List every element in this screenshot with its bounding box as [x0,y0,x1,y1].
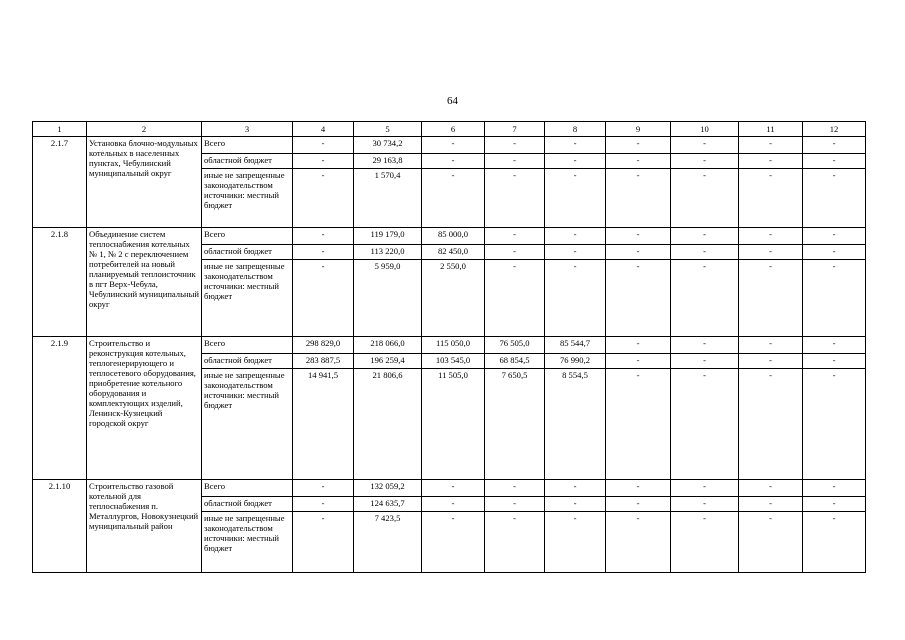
value-cell: 29 163,8 [354,154,422,169]
funding-source: иные не запрещенные законодательством источники: местный бюджет [202,260,293,337]
item-name: Строительство газовой котельной для теплоснабжения п. Металлургов, Новокузнецкий муниципальный район [87,480,202,573]
value-cell: - [293,512,354,573]
value-cell: - [739,228,803,245]
value-cell: - [545,245,606,260]
value-cell: - [739,260,803,337]
column-header: 12 [803,122,866,137]
value-cell: - [422,154,485,169]
value-cell: 76 505,0 [485,337,545,354]
value-cell: - [803,260,866,337]
value-cell: - [293,245,354,260]
item-name: Строительство и реконструкция котельных, теплогенерирующего и теплосетевого оборудования, приобретение котельного оборудования и комплектующих изделий, Ленинск-Кузнецкий городской округ [87,337,202,480]
value-cell: 124 635,7 [354,497,422,512]
value-cell: 2 550,0 [422,260,485,337]
table-body [33,137,866,573]
budget-table [32,121,866,573]
value-cell: - [545,260,606,337]
value-cell: - [545,154,606,169]
value-cell: - [671,369,739,480]
value-cell: 7 423,5 [354,512,422,573]
value-cell: 298 829,0 [293,337,354,354]
value-cell: 103 545,0 [422,354,485,369]
value-cell: - [671,512,739,573]
funding-source: областной бюджет [202,354,293,369]
value-cell: - [422,512,485,573]
value-cell: - [485,245,545,260]
value-cell: - [606,512,671,573]
page-number: 64 [447,95,458,107]
value-cell: - [485,480,545,497]
value-cell: - [671,137,739,154]
value-cell: - [545,480,606,497]
column-header: 3 [202,122,293,137]
value-cell: - [545,497,606,512]
value-cell: - [485,512,545,573]
value-cell: - [606,169,671,228]
value-cell: - [803,354,866,369]
value-cell: - [422,480,485,497]
value-cell: - [606,369,671,480]
value-cell: 113 220,0 [354,245,422,260]
value-cell: 132 059,2 [354,480,422,497]
column-header: 1 [33,122,87,137]
value-cell: 8 554,5 [545,369,606,480]
value-cell: 7 650,5 [485,369,545,480]
value-cell: 115 050,0 [422,337,485,354]
value-cell: 218 066,0 [354,337,422,354]
value-cell: - [485,260,545,337]
funding-source: Всего [202,228,293,245]
value-cell: - [671,228,739,245]
value-cell: 283 887,5 [293,354,354,369]
value-cell: - [803,512,866,573]
value-cell: - [803,169,866,228]
value-cell: - [606,154,671,169]
item-name: Объединение систем теплоснабжения котельных № 1, № 2 с переключением потребителей на новый планируемый теплоисточник в пгт Верх-Чебула, Чебулинский муниципальный округ [87,228,202,337]
funding-source: Всего [202,137,293,154]
column-header: 2 [87,122,202,137]
value-cell: - [739,354,803,369]
item-code: 2.1.9 [33,337,87,480]
value-cell: - [485,228,545,245]
value-cell: - [803,497,866,512]
value-cell: - [485,497,545,512]
value-cell: - [803,337,866,354]
value-cell: - [606,137,671,154]
value-cell: - [671,245,739,260]
funding-source: иные не запрещенные законодательством источники: местный бюджет [202,169,293,228]
value-cell: 21 806,6 [354,369,422,480]
value-cell: - [803,154,866,169]
value-cell: - [422,137,485,154]
value-cell: - [293,154,354,169]
value-cell: - [739,497,803,512]
value-cell: - [671,154,739,169]
item-code: 2.1.10 [33,480,87,573]
value-cell: - [606,228,671,245]
value-cell: - [739,169,803,228]
value-cell: - [545,137,606,154]
value-cell: - [606,480,671,497]
value-cell: - [739,137,803,154]
column-header: 9 [606,122,671,137]
value-cell: 68 854,5 [485,354,545,369]
value-cell: - [293,137,354,154]
funding-source: областной бюджет [202,154,293,169]
value-cell: 5 959,0 [354,260,422,337]
column-header: 8 [545,122,606,137]
value-cell: - [803,245,866,260]
item-code: 2.1.7 [33,137,87,228]
value-cell: - [671,337,739,354]
column-header: 11 [739,122,803,137]
value-cell: - [545,512,606,573]
value-cell: - [293,480,354,497]
value-cell: 85 000,0 [422,228,485,245]
funding-source: иные не запрещенные законодательством источники: местный бюджет [202,512,293,573]
value-cell: - [545,169,606,228]
value-cell: - [485,169,545,228]
value-cell: 30 734,2 [354,137,422,154]
value-cell: - [803,228,866,245]
value-cell: - [671,497,739,512]
table-row [33,137,866,154]
value-cell: - [739,369,803,480]
value-cell: 196 259,4 [354,354,422,369]
value-cell: - [606,260,671,337]
value-cell: - [803,369,866,480]
funding-source: иные не запрещенные законодательством источники: местный бюджет [202,369,293,480]
funding-source: Всего [202,480,293,497]
value-cell: - [739,154,803,169]
value-cell: - [485,154,545,169]
item-code: 2.1.8 [33,228,87,337]
header-row [33,122,866,137]
value-cell: - [739,245,803,260]
funding-source: областной бюджет [202,245,293,260]
value-cell: - [739,480,803,497]
column-header: 6 [422,122,485,137]
value-cell: - [293,228,354,245]
value-cell: - [671,169,739,228]
value-cell: - [803,137,866,154]
value-cell: - [422,169,485,228]
column-header: 7 [485,122,545,137]
value-cell: - [485,137,545,154]
value-cell: 85 544,7 [545,337,606,354]
value-cell: - [606,354,671,369]
value-cell: - [606,337,671,354]
value-cell: - [739,512,803,573]
value-cell: - [422,497,485,512]
value-cell: - [293,497,354,512]
value-cell: - [293,169,354,228]
column-header: 10 [671,122,739,137]
value-cell: 76 990,2 [545,354,606,369]
value-cell: - [803,480,866,497]
table-row [33,228,866,245]
table-row [33,337,866,354]
value-cell: - [606,497,671,512]
value-cell: - [671,260,739,337]
item-name: Установка блочно-модульных котельных в населенных пунктах, Чебулинский муниципальный округ [87,137,202,228]
value-cell: 1 570,4 [354,169,422,228]
funding-source: Всего [202,337,293,354]
value-cell: - [545,228,606,245]
value-cell: - [739,337,803,354]
value-cell: - [671,480,739,497]
value-cell: - [293,260,354,337]
table-row [33,480,866,497]
column-header: 5 [354,122,422,137]
funding-source: областной бюджет [202,497,293,512]
value-cell: - [671,354,739,369]
value-cell: 14 941,5 [293,369,354,480]
value-cell: 82 450,0 [422,245,485,260]
value-cell: - [606,245,671,260]
value-cell: 119 179,0 [354,228,422,245]
value-cell: 11 505,0 [422,369,485,480]
column-header: 4 [293,122,354,137]
